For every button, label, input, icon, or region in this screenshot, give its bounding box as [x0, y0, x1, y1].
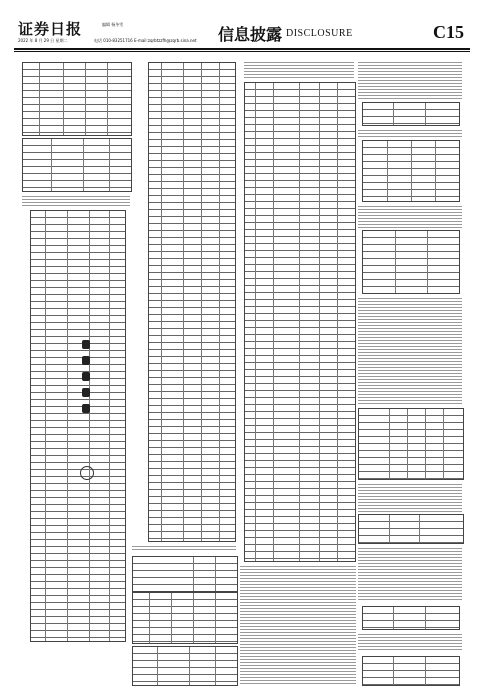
seal-mark [82, 388, 90, 397]
table-block [244, 82, 356, 562]
table-block [30, 210, 126, 642]
table-block [358, 408, 464, 480]
table-block [362, 606, 460, 630]
text-block [358, 60, 462, 100]
round-seal [80, 466, 94, 480]
seal-mark [82, 372, 90, 381]
text-block [358, 296, 462, 404]
masthead-rule-thin [14, 51, 470, 52]
section-title-english: DISCLOSURE [286, 28, 353, 39]
table-block [358, 514, 464, 544]
section-title: 信息披露 [218, 25, 283, 44]
dateline: 2022 年 8 月 29 日 星期二 [18, 38, 68, 43]
table-block [362, 140, 460, 202]
text-block [132, 544, 236, 552]
contact-line: 电话 010-83251716 E-mail:zqrbtzzfh@zqrb.sina.net [94, 38, 197, 43]
table-block [22, 62, 132, 136]
text-block [358, 128, 462, 138]
text-block [358, 632, 462, 652]
text-block [244, 60, 354, 80]
table-block [22, 138, 132, 192]
table-block [132, 646, 238, 686]
table-block [148, 62, 236, 542]
seal-mark [82, 404, 90, 413]
newspaper-logo: 证券日报 [18, 20, 83, 38]
table-block [362, 656, 460, 686]
masthead [14, 16, 470, 46]
text-block [358, 482, 462, 512]
masthead-rule [14, 48, 470, 50]
text-block [358, 204, 462, 228]
editor-credit: 编辑 杨冬雪 [102, 22, 124, 27]
table-block [362, 230, 460, 294]
seal-mark [82, 340, 90, 349]
text-block [240, 564, 356, 686]
table-block [362, 102, 460, 126]
table-block [132, 556, 238, 592]
table-block [132, 592, 238, 644]
seal-mark [82, 356, 90, 365]
text-block [358, 546, 462, 602]
text-block [22, 194, 130, 206]
page-number: C15 [433, 22, 464, 42]
